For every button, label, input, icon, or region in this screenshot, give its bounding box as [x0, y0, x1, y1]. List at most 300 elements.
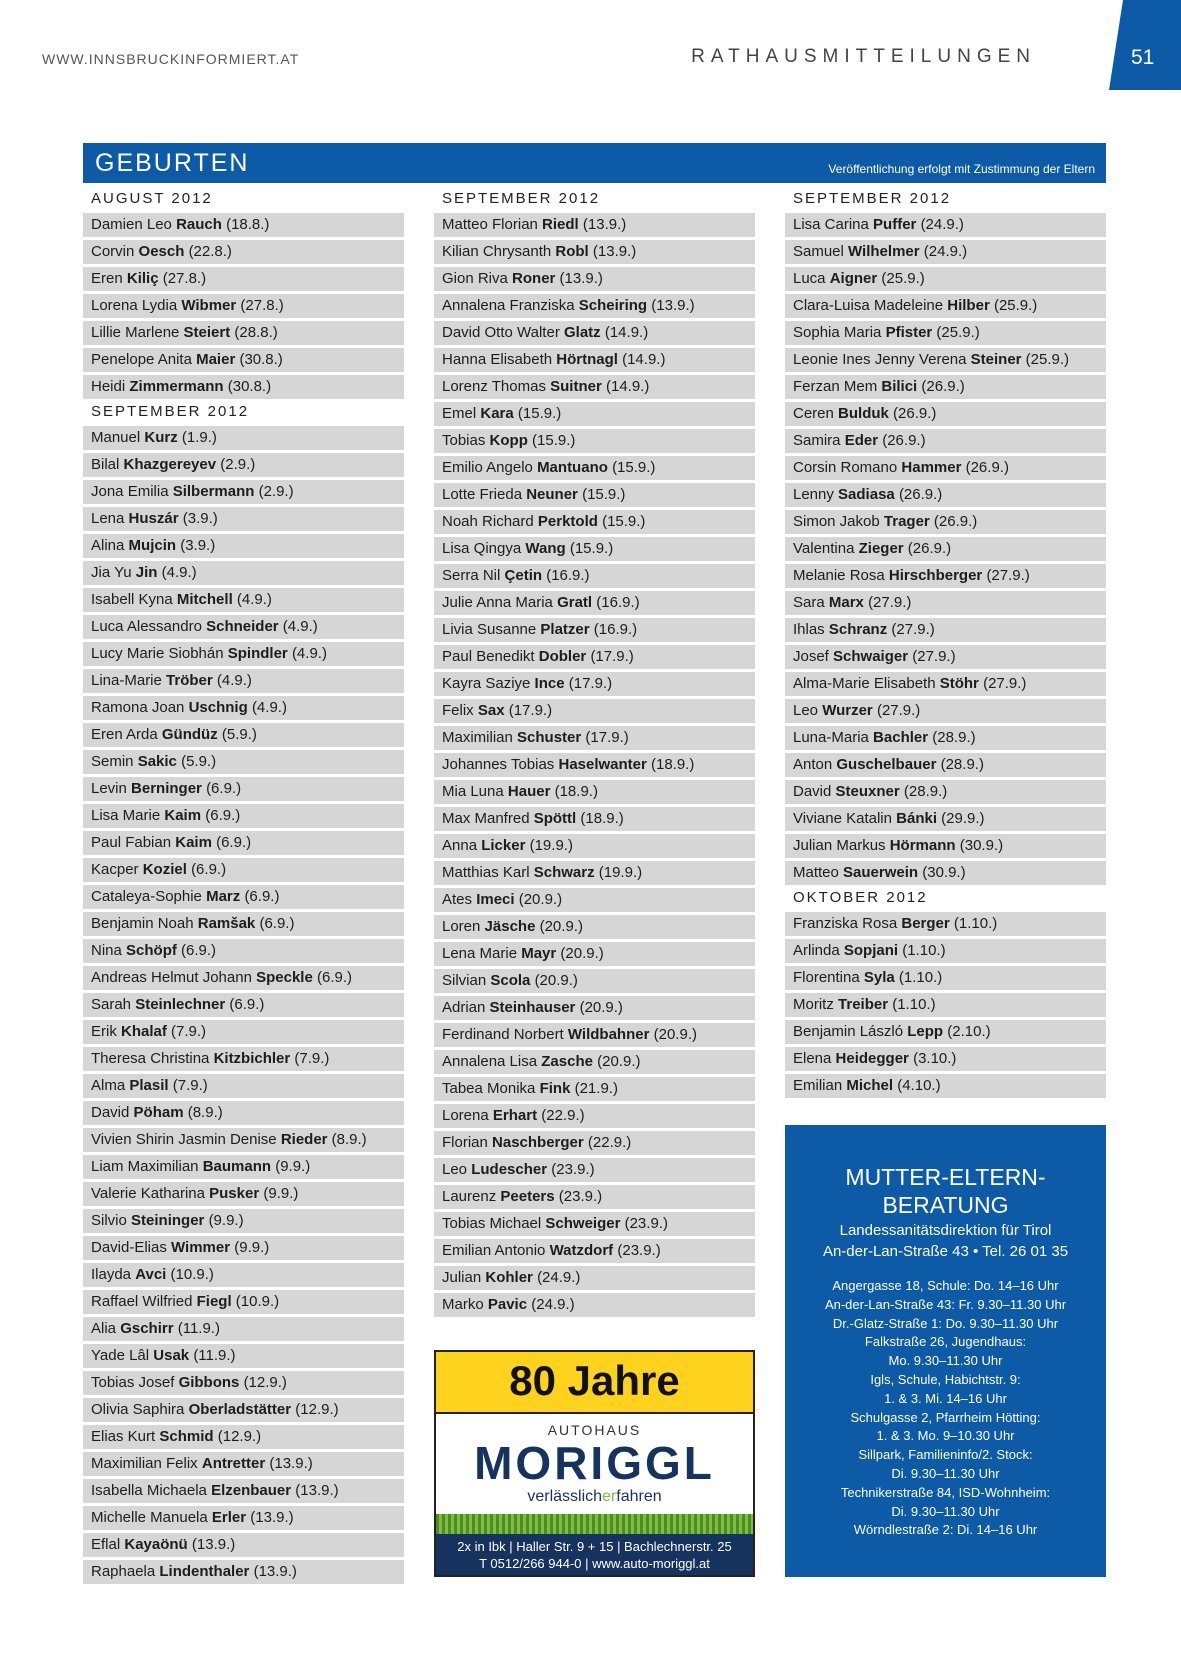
- surname: Sadiasa: [838, 486, 895, 503]
- first-names: Ceren: [793, 405, 834, 422]
- birth-date: (20.9.): [534, 972, 578, 989]
- surname: Steiner: [970, 351, 1022, 368]
- birth-date: (30.8.): [239, 351, 283, 368]
- surname: Michel: [846, 1077, 894, 1094]
- birth-date: (13.9.): [269, 1455, 313, 1472]
- surname: Ramšak: [197, 915, 256, 932]
- birth-date: (1.9.): [181, 429, 217, 446]
- surname: Hirschberger: [888, 567, 983, 584]
- birth-entry: [785, 321, 1106, 345]
- first-names: Samira: [793, 432, 841, 449]
- surname: Kayaönü: [124, 1536, 188, 1553]
- surname: Aigner: [829, 270, 878, 287]
- birth-entry: [83, 561, 404, 585]
- birth-entry: [785, 375, 1106, 399]
- surname: Oberladstätter: [188, 1401, 292, 1418]
- moriggl-advertisement[interactable]: [434, 1350, 755, 1577]
- first-names: Heidi: [91, 378, 126, 395]
- surname: Peeters: [500, 1188, 555, 1205]
- birth-entry: [434, 1131, 755, 1155]
- first-names: Kayra Saziye: [442, 675, 531, 692]
- birth-entry: [83, 1398, 404, 1422]
- surname: Kitzbichler: [213, 1050, 291, 1067]
- first-names: Raphaela: [91, 1563, 156, 1580]
- births-banner: [83, 143, 1106, 183]
- surname: Erhart: [492, 1107, 538, 1124]
- surname: Platzer: [540, 621, 590, 638]
- info-schedule-list: [785, 1277, 1106, 1540]
- birth-date: (6.9.): [191, 861, 227, 878]
- schedule-line: 1. & 3. Mi. 14–16 Uhr: [884, 1390, 1007, 1406]
- birth-date: (15.9.): [582, 486, 626, 503]
- birth-entry: [785, 348, 1106, 372]
- birth-date: (27.8.): [162, 270, 207, 287]
- first-names: Julian: [442, 1269, 482, 1286]
- first-names: Eren: [91, 270, 123, 287]
- birth-entry: [434, 240, 755, 264]
- birth-entry: [785, 402, 1106, 426]
- surname: Pavic: [487, 1296, 528, 1313]
- surname: Lindenthaler: [159, 1563, 250, 1580]
- birth-date: (27.8.): [240, 297, 284, 314]
- birth-date: (17.9.): [508, 702, 553, 719]
- birth-entry: [83, 1506, 404, 1530]
- first-names: Marko: [442, 1296, 484, 1313]
- surname: Schöpf: [126, 942, 177, 959]
- birth-date: (13.9.): [250, 1509, 294, 1526]
- first-names: Matteo Florian: [442, 216, 538, 233]
- ad-slogan: [436, 1488, 753, 1506]
- surname: Antretter: [201, 1455, 266, 1472]
- surname: Baumann: [202, 1158, 272, 1175]
- birth-entry: [434, 348, 755, 372]
- surname: Spindler: [227, 645, 288, 662]
- surname: Usak: [153, 1347, 190, 1364]
- surname: Mantuano: [537, 459, 608, 476]
- first-names: Lena Marie: [442, 945, 518, 962]
- birth-date: (8.9.): [331, 1131, 367, 1148]
- mutter-eltern-beratung-box: [785, 1125, 1106, 1577]
- birth-entry: [434, 564, 755, 588]
- schedule-line: Mo. 9.30–11.30 Uhr: [888, 1353, 1003, 1369]
- birth-date: (3.9.): [182, 510, 218, 527]
- first-names: Bilal: [91, 456, 120, 473]
- schedule-line: Angergasse 18, Schule: Do. 14–16 Uhr: [832, 1278, 1059, 1293]
- schedule-line: An-der-Lan-Straße 43: Fr. 9.30–11.30 Uhr: [824, 1296, 1067, 1312]
- birth-date: (16.9.): [546, 567, 590, 584]
- birth-date: (7.9.): [171, 1023, 207, 1040]
- surname: Bilici: [881, 378, 918, 395]
- birth-date: (15.9.): [517, 405, 562, 422]
- birth-entry: [434, 1266, 755, 1290]
- birth-date: (25.9.): [1025, 351, 1070, 368]
- surname: Rieder: [280, 1131, 328, 1148]
- first-names: Hanna Elisabeth: [442, 351, 553, 368]
- surname: Haselwanter: [558, 756, 647, 773]
- birth-entry: [434, 483, 755, 507]
- surname: Jin: [135, 564, 158, 581]
- first-names: Raffael Wilfried: [91, 1293, 193, 1310]
- birth-entry: [83, 534, 404, 558]
- surname: Çetin: [504, 567, 543, 584]
- birth-entry: [434, 807, 755, 831]
- birth-entry: [785, 834, 1106, 858]
- birth-date: (13.9.): [651, 297, 695, 314]
- birth-date: (26.9.): [882, 432, 926, 449]
- surname: Pfister: [885, 324, 933, 341]
- birth-entry: [83, 885, 404, 909]
- birth-date: (9.9.): [234, 1239, 270, 1256]
- ad-address-line1: 2x in Ibk | Haller Str. 9 + 15 | Bachlechnerstr. 25: [457, 1539, 732, 1554]
- surname: Wildbahner: [567, 1026, 650, 1043]
- surname: Gündüz: [161, 726, 218, 743]
- birth-date: (28.9.): [940, 756, 984, 773]
- birth-date: (22.8.): [188, 243, 232, 260]
- birth-entry: [83, 1371, 404, 1395]
- first-names: Annalena Lisa: [442, 1053, 538, 1070]
- first-names: Ates: [442, 891, 473, 908]
- birth-date: (4.10.): [897, 1077, 941, 1094]
- birth-entry: [83, 426, 404, 450]
- surname: Ludescher: [471, 1161, 548, 1178]
- surname: Khazgereyev: [123, 456, 217, 473]
- surname: Oesch: [138, 243, 185, 260]
- surname: Huszár: [128, 510, 179, 527]
- birth-entry: [434, 996, 755, 1020]
- surname: Schwaiger: [833, 648, 909, 665]
- birth-date: (6.9.): [216, 834, 252, 851]
- first-names: Jia Yu: [91, 564, 132, 581]
- surname: Gibbons: [178, 1374, 240, 1391]
- surname: Plasil: [129, 1077, 169, 1094]
- first-names: Tabea Monika: [442, 1080, 536, 1097]
- first-names: Valerie Katharina: [91, 1185, 205, 1202]
- surname: Hörmann: [889, 837, 956, 854]
- birth-date: (3.9.): [180, 537, 216, 554]
- surname: Puffer: [873, 216, 917, 233]
- first-names: Luca Alessandro: [91, 618, 202, 635]
- birth-entry: [83, 267, 404, 291]
- ad-slogan-part1: verlässlich: [527, 1488, 603, 1505]
- birth-date: (17.9.): [568, 675, 613, 692]
- surname: Hilber: [947, 297, 990, 314]
- surname: Steuxner: [835, 783, 900, 800]
- first-names: Eflal: [91, 1536, 121, 1553]
- first-names: Simon Jakob: [793, 513, 880, 530]
- birth-date: (24.9.): [537, 1269, 581, 1286]
- banner-title: GEBURTEN: [95, 149, 250, 177]
- birth-entry: [785, 429, 1106, 453]
- first-names: Luna-Maria: [793, 729, 869, 746]
- birth-date: (18.8.): [226, 216, 270, 233]
- surname: Mitchell: [176, 591, 233, 608]
- ad-address-band: [436, 1534, 753, 1575]
- birth-entry: [83, 642, 404, 666]
- birth-entry: [83, 1101, 404, 1125]
- surname: Schmid: [159, 1428, 214, 1445]
- surname: Syla: [863, 969, 895, 986]
- first-names: Gion Riva: [442, 270, 508, 287]
- first-names: Damien Leo: [91, 216, 172, 233]
- first-names: Mia Luna: [442, 783, 504, 800]
- birth-entry: [434, 645, 755, 669]
- birth-entry: [83, 1344, 404, 1368]
- month-heading: SEPTEMBER 2012: [91, 403, 250, 420]
- birth-entry: [434, 672, 755, 696]
- birth-date: (28.9.): [903, 783, 948, 800]
- birth-date: (24.9.): [923, 243, 968, 260]
- surname: Kara: [480, 405, 514, 422]
- birth-entry: [83, 804, 404, 828]
- surname: Berger: [901, 915, 950, 932]
- birth-entry: [83, 507, 404, 531]
- surname: Wurzer: [822, 702, 873, 719]
- month-heading: AUGUST 2012: [91, 190, 213, 207]
- surname: Khalaf: [121, 1023, 167, 1040]
- birth-date: (25.9.): [936, 324, 980, 341]
- surname: Hörtnagl: [556, 351, 618, 368]
- birth-entry: [434, 456, 755, 480]
- first-names: Isabell Kyna: [91, 591, 173, 608]
- first-names: Kilian Chrysanth: [442, 243, 552, 260]
- first-names: Lisa Qingya: [442, 540, 522, 557]
- surname: Schweiger: [545, 1215, 621, 1232]
- surname: Schranz: [828, 621, 888, 638]
- first-names: Alma-Marie Elisabeth: [793, 675, 936, 692]
- birth-date: (20.9.): [597, 1053, 641, 1070]
- first-names: Melanie Rosa: [793, 567, 885, 584]
- surname: Eder: [844, 432, 879, 449]
- first-names: Silvio: [91, 1212, 127, 1229]
- birth-date: (25.9.): [881, 270, 925, 287]
- birth-entry: [785, 510, 1106, 534]
- first-names: Eren Arda: [91, 726, 158, 743]
- birth-entry: [434, 1104, 755, 1128]
- first-names: Maximilian: [442, 729, 513, 746]
- surname: Sax: [477, 702, 505, 719]
- birth-entry: [785, 213, 1106, 237]
- birth-entry: [83, 1425, 404, 1449]
- first-names: Emilian Antonio: [442, 1242, 546, 1259]
- birth-entry: [83, 1236, 404, 1260]
- birth-date: (22.9.): [587, 1134, 632, 1151]
- birth-date: (3.10.): [913, 1050, 957, 1067]
- ad-headline: 80 Jahre: [509, 1357, 680, 1404]
- first-names: Lorena: [442, 1107, 489, 1124]
- ad-brand-logo: MORIGGL: [474, 1437, 715, 1489]
- surname: Zasche: [541, 1053, 593, 1070]
- birth-date: (29.9.): [941, 810, 985, 827]
- birth-entry: [83, 348, 404, 372]
- surname: Trager: [883, 513, 930, 530]
- birth-date: (15.9.): [612, 459, 656, 476]
- first-names: Lucy Marie Siobhán: [91, 645, 224, 662]
- surname: Sopjani: [843, 942, 899, 959]
- page-number-tab: [1109, 0, 1181, 90]
- birth-date: (18.9.): [554, 783, 598, 800]
- surname: Roner: [512, 270, 556, 287]
- birth-entry: [785, 645, 1106, 669]
- birth-date: (26.9.): [921, 378, 965, 395]
- first-names: Julian Markus: [793, 837, 886, 854]
- surname: Wilhelmer: [848, 243, 920, 260]
- birth-date: (26.9.): [933, 513, 978, 530]
- first-names: Anna: [442, 837, 478, 854]
- surname: Pusker: [209, 1185, 260, 1202]
- first-names: Tobias: [442, 432, 486, 449]
- birth-date: (27.9.): [983, 675, 1027, 692]
- first-names: Florian: [442, 1134, 488, 1151]
- birth-date: (20.9.): [518, 891, 563, 908]
- surname: Licker: [481, 837, 526, 854]
- surname: Wang: [525, 540, 566, 557]
- page-tab-shape: [1109, 0, 1181, 90]
- birth-entry: [83, 1560, 404, 1584]
- birth-date: (19.9.): [529, 837, 573, 854]
- birth-entry: [785, 861, 1106, 885]
- birth-date: (14.9.): [604, 324, 649, 341]
- birth-date: (17.9.): [585, 729, 629, 746]
- month-heading: SEPTEMBER 2012: [442, 190, 601, 207]
- ad-headline-band: [436, 1352, 753, 1414]
- surname: Bachler: [873, 729, 929, 746]
- birth-entry: [83, 831, 404, 855]
- surname: Bulduk: [838, 405, 889, 422]
- birth-date: (4.9.): [282, 618, 318, 635]
- birth-date: (28.8.): [234, 324, 278, 341]
- first-names: Benjamin László: [793, 1023, 904, 1040]
- surname: Silbermann: [172, 483, 255, 500]
- surname: Kaim: [175, 834, 212, 851]
- first-names: Max Manfred: [442, 810, 530, 827]
- schedule-line: Di. 9.30–11.30 Uhr: [891, 1465, 1000, 1481]
- surname: Marx: [828, 594, 864, 611]
- birth-date: (14.9.): [605, 378, 650, 395]
- birth-date: (20.9.): [653, 1026, 697, 1043]
- surname: Guschelbauer: [836, 756, 937, 773]
- birth-entry: [434, 780, 755, 804]
- birth-date: (27.9.): [876, 702, 921, 719]
- birth-entry: [434, 375, 755, 399]
- first-names: Valentina: [793, 540, 855, 557]
- first-names: Erik: [91, 1023, 117, 1040]
- first-names: Jona Emilia: [91, 483, 169, 500]
- info-title: MUTTER-ELTERN- BERATUNG: [845, 1164, 1046, 1218]
- surname: Jäsche: [484, 918, 536, 935]
- birth-entry: [83, 213, 404, 237]
- first-names: Ferzan Mem: [793, 378, 878, 395]
- birth-date: (9.9.): [208, 1212, 244, 1229]
- surname: Watzdorf: [549, 1242, 614, 1259]
- birth-entry: [434, 753, 755, 777]
- birth-date: (4.9.): [291, 645, 327, 662]
- birth-entry: [785, 672, 1106, 696]
- first-names: Olivia Saphira: [91, 1401, 185, 1418]
- first-names: Annalena Franziska: [442, 297, 575, 314]
- info-subtitle-2: An-der-Lan-Straße 43 • Tel. 26 01 35: [822, 1243, 1069, 1260]
- birth-entry: [434, 1212, 755, 1236]
- first-names: Sophia Maria: [793, 324, 882, 341]
- surname: Pöham: [133, 1104, 184, 1121]
- first-names: Lena: [91, 510, 125, 527]
- birth-entry: [83, 240, 404, 264]
- first-names: Maximilian Felix: [91, 1455, 198, 1472]
- birth-entry: [434, 321, 755, 345]
- birth-entry: [785, 993, 1106, 1017]
- birth-date: (23.9.): [624, 1215, 668, 1232]
- first-names: Julie Anna Maria: [442, 594, 553, 611]
- birth-entry: [785, 456, 1106, 480]
- birth-date: (27.9.): [986, 567, 1030, 584]
- birth-date: (26.9.): [965, 459, 1009, 476]
- birth-entry: [785, 618, 1106, 642]
- birth-date: (13.9.): [191, 1536, 236, 1553]
- first-names: Lillie Marlene: [91, 324, 180, 341]
- birth-date: (12.9.): [243, 1374, 287, 1391]
- birth-date: (23.9.): [551, 1161, 595, 1178]
- first-names: Elias Kurt: [91, 1428, 156, 1445]
- surname: Ince: [534, 675, 565, 692]
- first-names: Ferdinand Norbert: [442, 1026, 564, 1043]
- surname: Kiliç: [126, 270, 159, 287]
- surname: Avci: [135, 1266, 167, 1283]
- birth-entry: [434, 618, 755, 642]
- first-names: Corsin Romano: [793, 459, 898, 476]
- first-names: Theresa Christina: [91, 1050, 210, 1067]
- birth-date: (30.8.): [227, 378, 272, 395]
- birth-entry: [434, 591, 755, 615]
- schedule-line: Schulgasse 2, Pfarrheim Hötting:: [850, 1409, 1041, 1425]
- surname: Riedl: [542, 216, 579, 233]
- surname: Wibmer: [181, 297, 237, 314]
- first-names: Adrian: [442, 999, 486, 1016]
- first-names: David-Elias: [91, 1239, 167, 1256]
- birth-entry: [434, 1158, 755, 1182]
- birth-entry: [785, 1074, 1106, 1098]
- birth-date: (15.9.): [532, 432, 576, 449]
- birth-date: (8.9.): [187, 1104, 223, 1121]
- birth-date: (28.9.): [932, 729, 976, 746]
- birth-entry: [785, 807, 1106, 831]
- birth-date: (11.9.): [193, 1347, 236, 1364]
- first-names: Lina-Marie: [91, 672, 162, 689]
- surname: Schneider: [206, 618, 279, 635]
- birth-entry: [785, 966, 1106, 990]
- birth-date: (9.9.): [275, 1158, 311, 1175]
- birth-date: (14.9.): [622, 351, 666, 368]
- first-names: Lisa Carina: [793, 216, 869, 233]
- birth-entry: [785, 240, 1106, 264]
- birth-date: (21.9.): [574, 1080, 618, 1097]
- birth-date: (6.9.): [229, 996, 265, 1013]
- birth-entry: [434, 402, 755, 426]
- surname: Gschirr: [120, 1320, 174, 1337]
- birth-entry: [83, 912, 404, 936]
- surname: Heidegger: [835, 1050, 909, 1067]
- birth-date: (12.9.): [217, 1428, 262, 1445]
- schedule-line: Dr.-Glatz-Straße 1: Do. 9.30–11.30 Uhr: [832, 1315, 1059, 1331]
- surname: Imeci: [476, 891, 515, 908]
- schedule-line: Technikerstraße 84, ISD-Wohnheim:: [840, 1484, 1051, 1500]
- birth-entry: [785, 780, 1106, 804]
- birth-entry: [83, 858, 404, 882]
- birth-entry: [83, 321, 404, 345]
- birth-date: (1.10.): [902, 942, 946, 959]
- schedule-line: Sillpark, Familieninfo/2. Stock:: [858, 1447, 1033, 1463]
- first-names: Sara: [793, 594, 825, 611]
- column-2: [434, 186, 755, 1317]
- column-1: [83, 186, 404, 1584]
